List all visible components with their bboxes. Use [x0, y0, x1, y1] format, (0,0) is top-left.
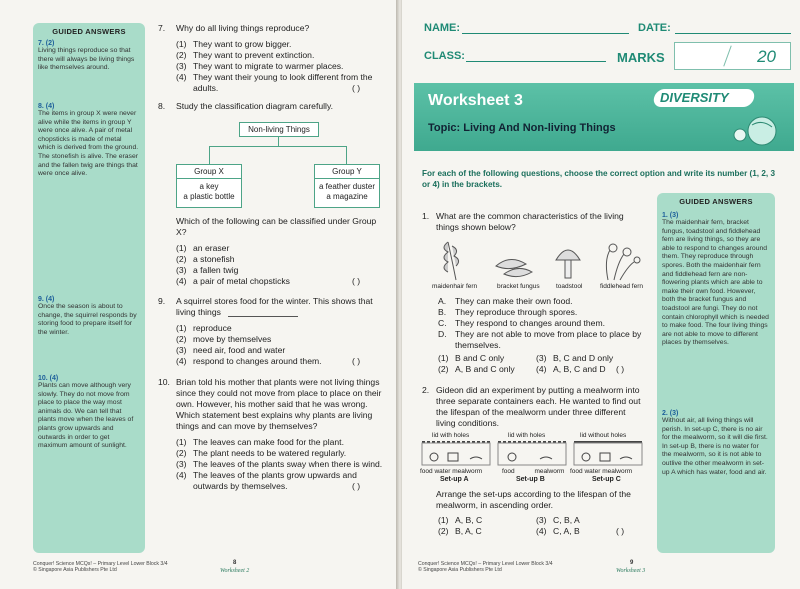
marks-total: 20	[757, 47, 776, 66]
setup-a-items: food water mealworm	[420, 468, 483, 475]
q2-arrange-line2: mealworm, in ascending order.	[436, 500, 554, 510]
q1-statement-d-cont: themselves.	[455, 340, 501, 350]
q1-answer-bracket[interactable]: ( )	[616, 364, 625, 374]
guided-answers-panel-right	[657, 193, 775, 553]
setup-label-c: Set-up C	[592, 476, 621, 483]
lid-label: lid with holes	[432, 432, 470, 439]
lid-label: lid with holes	[508, 432, 546, 439]
name-field[interactable]	[462, 33, 629, 34]
guided-answer-8: 8. (4) The items in group X were never alive while the items in group Y were once alive. A pair of metal chopsticks is made of metal which is derived from the ground. The stonefish is alive. The eraser and the fallen twig are things that were once alive.	[38, 103, 139, 178]
organism-label: bracket fungus	[497, 283, 540, 290]
marks-label: MARKS	[617, 50, 665, 65]
diagram-group-x-box	[176, 164, 242, 208]
guided-answers-title: GUIDED ANSWERS	[52, 27, 126, 36]
q10-line: own. However, his mother said that he was wrong.	[176, 399, 368, 409]
guided-answers-title: GUIDED ANSWERS	[679, 197, 753, 206]
date-field[interactable]	[675, 33, 791, 34]
q9-blank-line	[228, 316, 298, 317]
q10-line: since they could not move from place to place on their	[176, 388, 382, 398]
worksheet-title: Worksheet 3	[428, 92, 523, 109]
page-number: 8	[233, 560, 237, 566]
guided-answer-7: 7. (2) Living things reproduce so that there will always be living things like themselves around.	[38, 40, 135, 72]
guided-answer-2: 2. (3) Without air, all living things will perish. In set-up C, there is no air for the mealworm, so it will die first. In set-up B, there is no water for the mealworm, so it is not able to outlive the other mealworm in set-up A which has water, food and air.	[662, 410, 768, 476]
guided-answers-panel-left	[33, 23, 145, 553]
q9-line2: living things	[176, 307, 221, 317]
class-field[interactable]	[466, 61, 606, 62]
q2-line: three separate containers each. He wanted to find out	[436, 396, 641, 406]
q8-answer-bracket[interactable]: ( )	[352, 276, 361, 286]
footer-copyright: Conquer! Science MCQs! – Primary Level Lower Block 3/4 © Singapore Asia Publishers Pte Ltd	[33, 561, 168, 573]
marks-divider	[723, 45, 731, 66]
diagram-group-y-box	[314, 164, 380, 208]
q9-answer-bracket[interactable]: ( )	[352, 356, 361, 366]
organism-label: maidenhair fern	[432, 283, 478, 290]
maidenhair-fern-icon	[444, 242, 459, 280]
name-label: NAME:	[424, 22, 461, 34]
organism-label: fiddlehead fern	[600, 283, 644, 290]
setup-label-a: Set-up A	[440, 476, 469, 483]
class-label: CLASS:	[424, 50, 465, 62]
lid-label: lid without holes	[580, 432, 627, 439]
worksheet-footer-label: Worksheet 2	[220, 568, 250, 574]
globe-illustration	[726, 109, 786, 149]
right-page: NAME: DATE: CLASS: MARKS 20 Worksheet 3 Topic: Living And Non-living Things DIVERSITY For each of the following questions, choose the correct option and write its number (1, 2, 3 or 4) in the brackets. GUIDED ANSWERS 1. (3) The maidenhair fern, bracket fungus, toadstool and fiddlehead fern are living things, so they are able to respond to changes around them. They reproduce through spores. Both the maidenhair fern and fiddlehead fern are non-flowering plants which are able to make their own food. However, both the bracket fungus and toadstool are fungi. They do not contain chlorophyll which is needed to make food. The four living things are not able to move to different places by themselves. 2. (3) Without air, all living things will perish. In set-up C, there is no air for the mealworm, so it will die first. In set-up B, there is no water for the mealworm, so it is not able to outlive the other mealworm in set-up A which has water, food and air. 1. What are the common characteristics of the living things shown below? maidenhair fern bracket fungus toadstool fiddlehead fern A. They can make their own food. B. They reproduce through spores. C. They respond to changes around them. D. They are not able to move from place to place by themselves. (1) B and C only (2) A, B and C only (3) B, C and D only (4) A, B, C and D ( ) 2. Gideon did an experiment by putting a mealworm into three separate containers each. He wanted to find out the lifespan of the mealworm under three different living conditions. lid with holes lid with holes lid without holes food water mealworm food mealworm food water mealworm Set-up A Set-up B Set-up C Arrange the set-ups according to the lifespan of the mealworm, in ascending order. (1) A, B, C (2) B, A, C (3) C, B, A (4) C, A, B ( ) Conquer! Science MCQs! – Primary Level Lower Block 3/4 © Singapore Asia Publishers Pte Ltd 9 Worksheet 3	[402, 0, 800, 589]
diagram-connector	[278, 137, 279, 146]
q7-answer-bracket[interactable]: ( )	[352, 83, 361, 93]
guided-answer-10: 10. (4) Plants can move although very slowly. They do not move from place to place the way most animals do. We can tell that plants move when the leaves of plants grow upwards and outwards in order to get maximum amount of sunlight.	[38, 375, 134, 450]
q2-line: the lifespan of the mealworm under three different	[436, 407, 626, 417]
setup-c-items: food water mealworm	[570, 468, 633, 475]
setup-label-b: Set-up B	[516, 476, 545, 483]
q2-arrange-line1: Arrange the set-ups according to the lifespan of the	[436, 489, 631, 499]
fiddlehead-fern-icon	[606, 244, 640, 280]
q2-setups-illustration	[420, 439, 646, 467]
footer-copyright: Conquer! Science MCQs! – Primary Level Lower Block 3/4 © Singapore Asia Publishers Pte Ltd	[418, 561, 553, 573]
guided-answer-9: 9. (4) Once the season is about to change, the squirrel responds by storing food to prepare itself for the winter.	[38, 296, 137, 336]
q10-line: things and can move by themselves?	[176, 421, 318, 431]
q2-line: living conditions.	[436, 418, 500, 428]
q10-answer-bracket[interactable]: ( )	[352, 481, 361, 491]
diversity-label: DIVERSITY	[660, 90, 729, 105]
worksheet-banner	[414, 83, 794, 151]
bracket-fungus-icon	[496, 259, 532, 276]
organism-label: toadstool	[556, 283, 583, 290]
diagram-root-box: Non-living Things	[239, 122, 319, 137]
setup-b-items: food mealworm	[502, 468, 565, 475]
q1-line2: things shown below?	[436, 222, 516, 232]
topic-title: Topic: Living And Non-living Things	[428, 122, 616, 134]
group-y-item: a magazine	[326, 192, 368, 201]
marks-box[interactable]	[674, 42, 791, 70]
q1-organisms-illustration	[438, 236, 648, 282]
group-y-item: a feather duster	[318, 182, 376, 191]
q8-question-line1: Which of the following can be classified under Group	[176, 216, 377, 226]
instructions: For each of the following questions, choose the correct option and write its number (1, 2, 3 or 4) in the brackets.	[422, 169, 776, 189]
toadstool-icon	[556, 250, 580, 278]
group-x-label: Group X	[177, 165, 241, 179]
diagram-connector	[209, 146, 346, 147]
left-page: GUIDED ANSWERS 7. (2) Living things reproduce so that there will always be living things like themselves around. 8. (4) The items in group X were never alive while the items in group Y were once alive. A pair of metal chopsticks is made of metal which is derived from the ground. The stonefish is alive. The eraser and the fallen twig are things that were once alive. 9. (4) Once the season is about to change, the squirrel responds by storing food to prepare itself for the winter. 10. (4) Plants can move although very slowly. They do not move from place to place the way most animals do. We can tell that plants move when the leaves of plants grow upwards and outwards in order to get maximum amount of sunlight. 7. Why do all living things reproduce? (1) They want to grow bigger. (2) They want to prevent extinction. (3) They want to migrate to warmer places. (4) They want their young to look different from the adults. ( ) 8. Study the classification diagram carefully. Non-living Things Group X a key a plastic bottle Group Y a feather duster a magazine Which of the following can be classified under Group X? (1) an eraser (2) a stonefish (3) a fallen twig (4) a pair of metal chopsticks ( ) 9. A squirrel stores food for the winter. This shows that living things (1) reproduce (2) move by themselves (3) need air, food and water (4) respond to changes around them. ( ) 10. Brian told his mother that plants were not living things since they could not move from place to place on their own. However, his mother said that he was wrong. Which statement best explains why plants are living things and can move by themselves? (1) The leaves can make food for the plant. (2) The plant needs to be watered regularly. (3) The leaves of the plants sway when there is wind. (4) The leaves of the plants grow upwards and outwards by themselves. ( ) Conquer! Science MCQs! – Primary Level Lower Block 3/4 © Singapore Asia Publishers Pte Ltd 8 Worksheet 2	[0, 0, 398, 589]
group-x-item: a plastic bottle	[183, 192, 235, 201]
q2-answer-bracket[interactable]: ( )	[616, 526, 625, 536]
diagram-connector	[346, 146, 347, 164]
date-label: DATE:	[638, 22, 671, 34]
q10-line: Which statement best explains why plants are living	[176, 410, 373, 420]
guided-answer-1: 1. (3) The maidenhair fern, bracket fungus, toadstool and fiddlehead fern are living things, so they are able to respond to changes around them. They reproduce through spores. Both the maidenhair fern and fiddlehead fern are non-flowering plants which are able to make their own food. However, both the bracket fungus and toadstool are fungi. They do not contain chlorophyll which is needed to make food. The four living things are not able to move to different places by themselves.	[662, 212, 769, 347]
page-number: 9	[630, 560, 634, 566]
q10-option-4-cont: outwards by themselves.	[193, 481, 288, 491]
group-y-label: Group Y	[315, 165, 379, 179]
diagram-connector	[209, 146, 210, 164]
q7-option-4-cont: adults.	[193, 83, 219, 93]
group-x-item: a key	[199, 182, 219, 191]
worksheet-footer-label: Worksheet 3	[616, 568, 646, 574]
q8-question-line2: X?	[176, 227, 187, 237]
